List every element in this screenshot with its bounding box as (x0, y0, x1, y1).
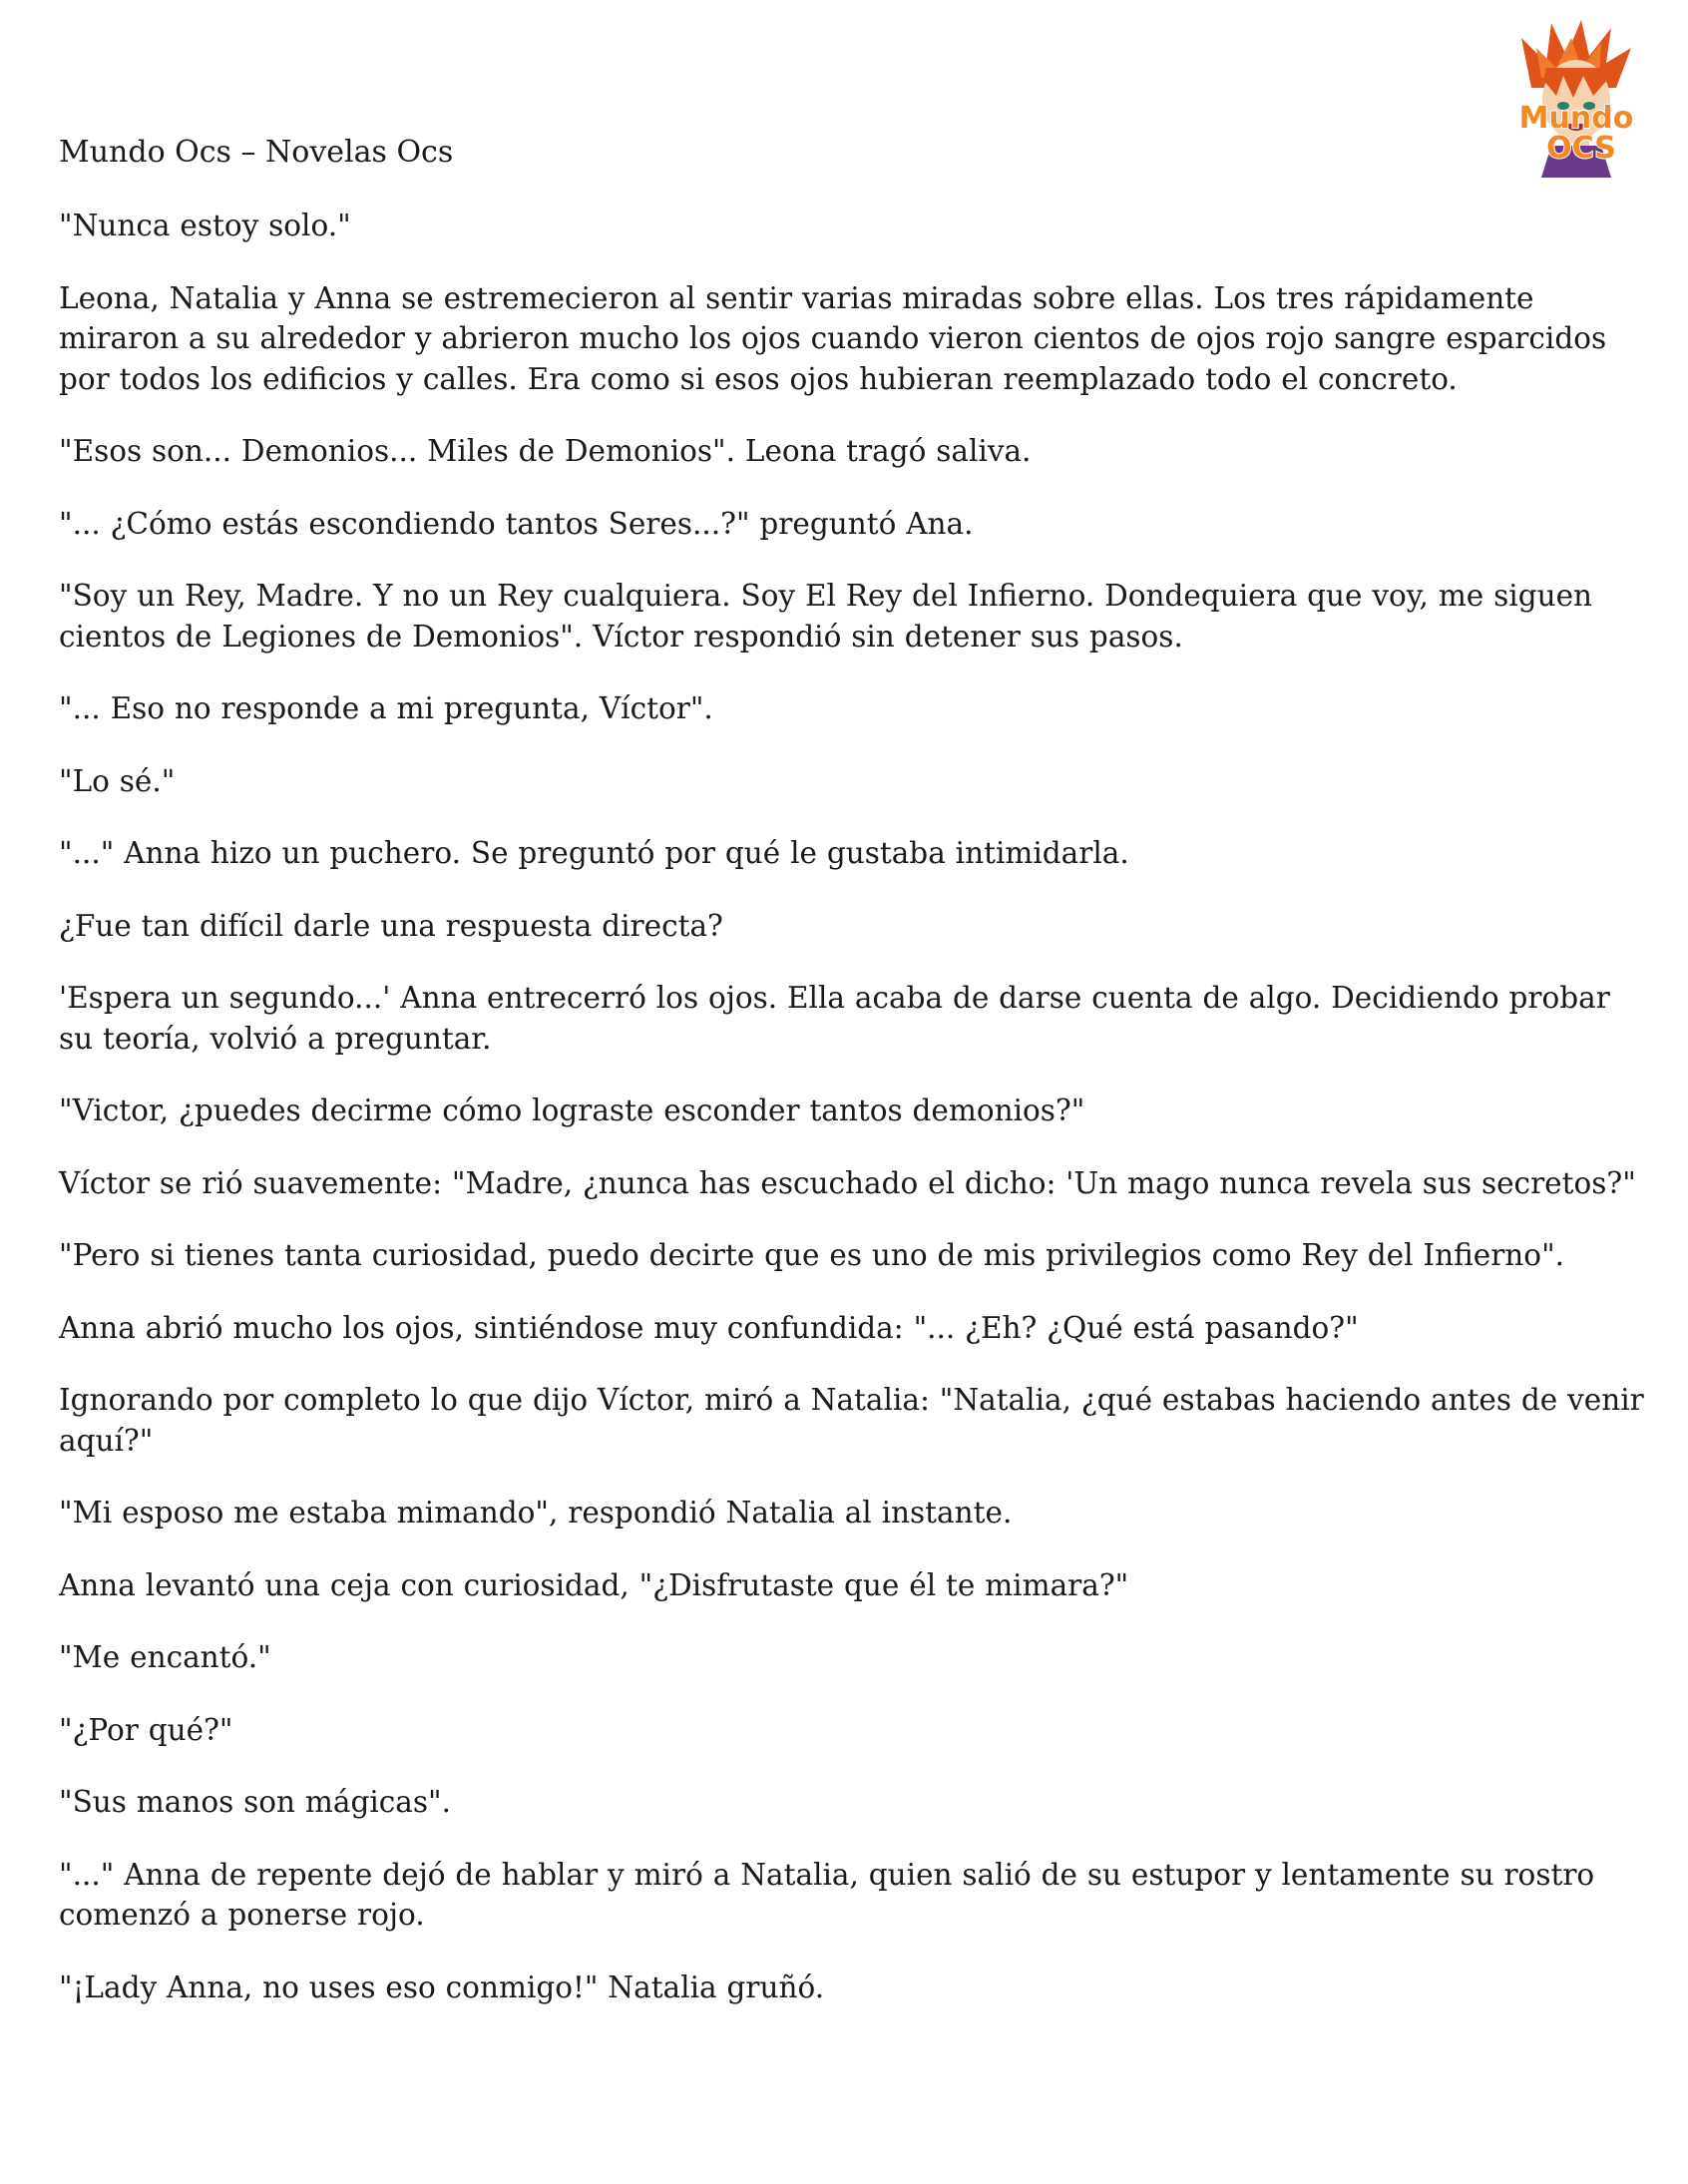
paragraph: Leona, Natalia y Anna se estremecieron al sentir varias miradas sobre ellas. Los tres rápidamente miraron a su alrededor y abrieron mucho los ojos cuando vieron cientos de ojos rojo sangre esparcidos por todos los edificios y calles. Era como si esos ojos hubieran reemplazado todo el concreto. (59, 280, 1607, 396)
paragraph: "Me encantó." (59, 1640, 271, 1674)
mascot-logo-icon (1501, 18, 1651, 178)
logo-text-line1: Mundo (1518, 101, 1634, 136)
paragraph: "..." Anna hizo un puchero. Se preguntó por qué le gustaba intimidarla. (59, 836, 1129, 870)
paragraph: "¡Lady Anna, no uses eso conmigo!" Natalia gruñó. (59, 1969, 825, 2004)
mundo-ocs-logo (1501, 18, 1651, 178)
paragraph: 'Espera un segundo...' Anna entrecerró los ojos. Ella acaba de darse cuenta de algo. Decidiendo probar su teoría, volvió a preguntar. (59, 981, 1610, 1056)
paragraph: "Lo sé." (59, 763, 176, 798)
paragraph: "¿Por qué?" (59, 1712, 233, 1747)
paragraph: "... ¿Cómo estás escondiendo tantos Seres...?" preguntó Ana. (59, 506, 974, 541)
paragraph: "Sus manos son mágicas". (59, 1785, 451, 1819)
logo-text-line2: OCS (1546, 131, 1616, 166)
page-header-title: Mundo Ocs – Novelas Ocs (59, 135, 454, 170)
paragraph: "Victor, ¿puedes decirme cómo lograste esconder tantos demonios?" (59, 1093, 1085, 1127)
paragraph: "..." Anna de repente dejó de hablar y miró a Natalia, quien salió de su estupor y lentamente su rostro comenzó a ponerse rojo. (59, 1857, 1595, 1932)
paragraph: Anna abrió mucho los ojos, sintiéndose muy confundida: "... ¿Eh? ¿Qué está pasando?" (59, 1310, 1359, 1345)
paragraph: Ignorando por completo lo que dijo Víctor, miró a Natalia: "Natalia, ¿qué estabas haciendo antes de venir aquí?" (59, 1383, 1644, 1458)
paragraph: "... Eso no responde a mi pregunta, Víctor". (59, 691, 713, 725)
paragraph: "Pero si tienes tanta curiosidad, puedo decirte que es uno de mis privilegios como Rey del Infierno". (59, 1238, 1565, 1272)
novel-body-text (59, 206, 1645, 2039)
paragraph: "Soy un Rey, Madre. Y no un Rey cualquiera. Soy El Rey del Infierno. Dondequiera que voy, me siguen cientos de Legiones de Demonios". Víctor respondió sin detener sus pasos. (59, 579, 1593, 654)
paragraph: ¿Fue tan difícil darle una respuesta directa? (59, 908, 723, 943)
paragraph: "Nunca estoy solo." (59, 209, 351, 242)
paragraph: "Mi esposo me estaba mimando", respondió Natalia al instante. (59, 1496, 1013, 1529)
paragraph: Víctor se rió suavemente: "Madre, ¿nunca has escuchado el dicho: 'Un mago nunca revela sus secretos?" (59, 1165, 1636, 1200)
paragraph: Anna levantó una ceja con curiosidad, "¿Disfrutaste que él te mimara?" (59, 1567, 1129, 1602)
paragraph: "Esos son... Demonios... Miles de Demonios". Leona tragó saliva. (59, 434, 1032, 468)
